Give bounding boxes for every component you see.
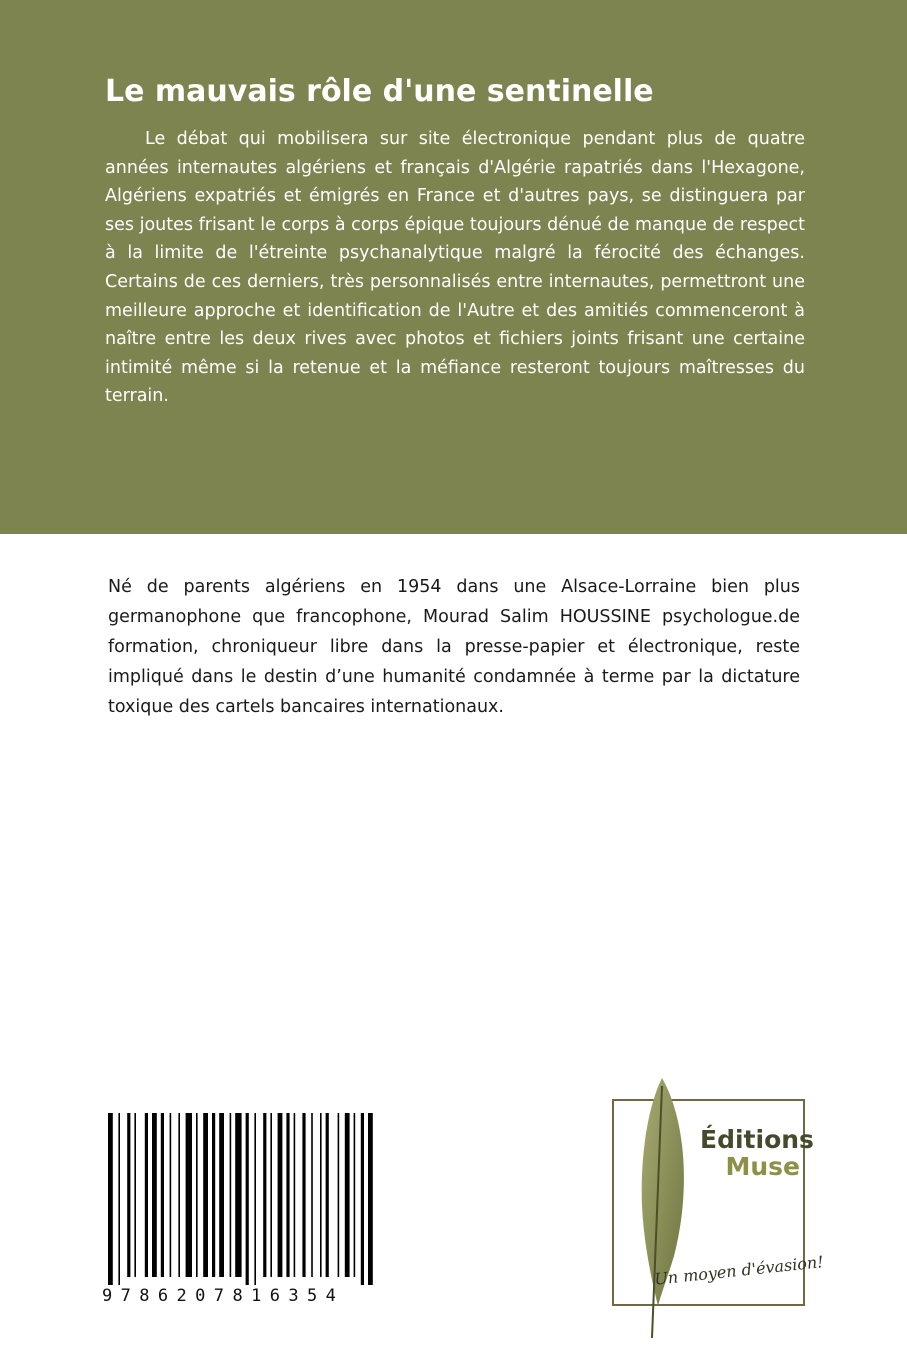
isbn-number: 9786207816354 — [102, 1286, 345, 1306]
publisher-name-line1: Éditions — [700, 1125, 814, 1154]
publisher-name-line2: Muse — [725, 1152, 800, 1181]
publisher-slogan: Un moyen d'évasion! — [653, 1252, 825, 1289]
author-bio: Né de parents algériens en 1954 dans une Alsace-Lorraine bien plus germanophone que francophone, Mourad Salim HOUSSINE psychologue.de formation, chroniqueur libre dans la presse-papier et électronique, reste impliqué dans le destin d’une humanité condamnée à terme par la dictature toxique des cartels bancaires internationaux. — [108, 577, 800, 717]
barcode-icon — [104, 1113, 420, 1313]
book-title: Le mauvais rôle d'une sentinelle — [105, 74, 654, 109]
feather-icon — [622, 1076, 702, 1346]
book-synopsis: Le débat qui mobilisera sur site électronique pendant plus de quatre années internautes algériens et français d'Algérie rapatriés dans l'Hexagone, Algériens expatriés et émigrés en France et d'autres pays, se distinguera par ses joutes frisant le corps à corps épique toujours dénué de manque de respect à la limite de l'étreinte psychanalytique malgré la férocité des échanges. Certains de ces derniers, très personnalisés entre internautes, permettront une meilleure approche et identification de l'Autre et des amitiés commenceront à naître entre les deux rives avec photos et fichiers joints frisant une certaine intimité même si la retenue et la méfiance resteront toujours maîtresses du terrain. — [105, 129, 805, 407]
